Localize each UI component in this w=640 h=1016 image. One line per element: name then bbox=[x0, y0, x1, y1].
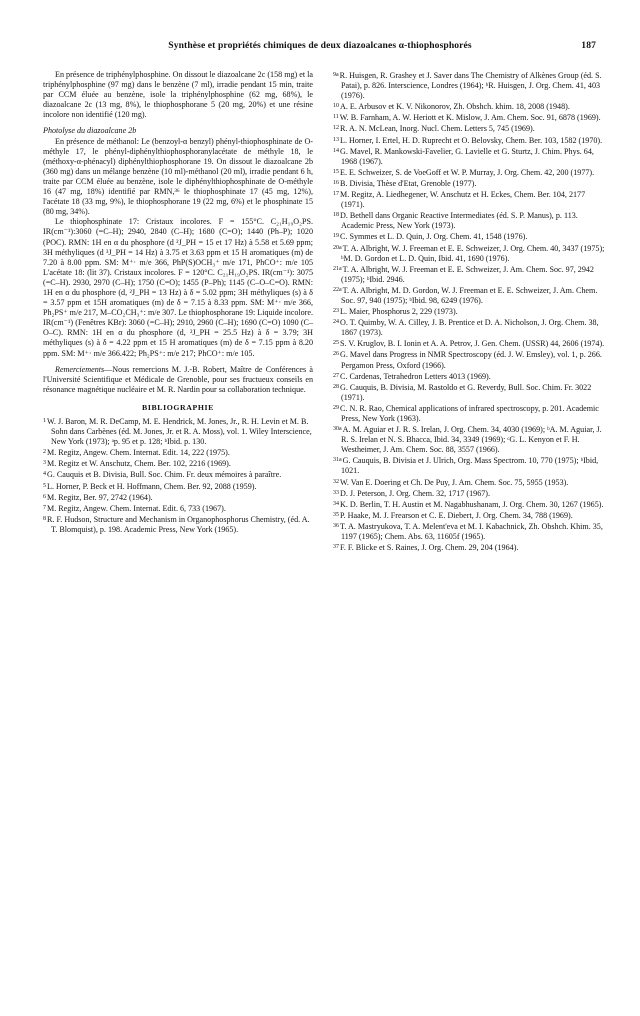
reference-text: T. A. Albright, M. D. Gordon, W. J. Freeman et E. E. Schweizer, J. Am. Chem. Soc. 97, 940 (1975); ᵇIbid. 98, 6249 (1976). bbox=[341, 285, 598, 305]
reference-entry bbox=[333, 510, 605, 521]
reference-entry bbox=[333, 264, 605, 285]
paragraph-methanol: En présence de méthanol: Le (benzoyl-α benzyl) phényl-thiophosphinate de O-méthyle 17, le phényl-diphénylthiophosphoranylacétate de méthyle 18, le (méthoxy-α-phénacyl) diphénylthiophosphorane 19. On dissout le diazoalcane 2b (360 mg) dans un mélange benzène (10 ml)-méthanol (20 ml), irradie pendant 6 h, traite par CCM éluée au benzène, isole le diphénylthiophosphinate de O-méthyle 16 (47 mg, 18%) identifié par RMN,³⁶ le thiophosphinate 17 (45 mg, 12%), l'acétate 18 (33 mg, 9%), le thiophosphorane 19 (22 mg, 6%) et le phosphinate 15 (80 mg, 34%). bbox=[43, 136, 313, 217]
right-column bbox=[333, 70, 605, 553]
reference-text: G. Cauquis, B. Divisia, M. Rastoldo et G. Reverdy, Bull. Soc. Chim. Fr. 3022 (1971). bbox=[340, 382, 592, 402]
acknowledgements-label: Remerciements bbox=[55, 364, 105, 374]
reference-number: 23 bbox=[333, 308, 339, 315]
reference-number: 37 bbox=[333, 544, 339, 551]
reference-number: 4 bbox=[43, 471, 46, 478]
reference-text: R. F. Hudson, Structure and Mechanism in Organophosphorus Chemistry, (éd. A. T. Blomquist), p. 198. Academic Press, New York (1965). bbox=[47, 514, 310, 534]
reference-text: M. Regitz, A. Liedhegener, W. Anschutz et H. Eckes, Chem. Ber. 104, 2177 (1971). bbox=[340, 190, 586, 210]
reference-text: R. Huisgen, R. Grashey et J. Saver dans The Chemistry of Alkènes Group (éd. S. Patai), p. 826. Interscience, Londres (1964); ᵇR. Huisgen, J. Org. Chem. 41, 403 (1976). bbox=[339, 71, 602, 101]
bibliography-heading: BIBLIOGRAPHIE bbox=[142, 402, 214, 412]
reference-text: T. A. Mastryukova, T. A. Melent'eva et M. I. Kabachnick, Zh. Obshch. Khim. 35, 1197 (1965); Chem. Abs. 63, 11605f (1965). bbox=[340, 521, 603, 542]
reference-text: W. B. Farnham, A. W. Heriott et K. Mislow, J. Am. Chem. Soc. 91, 6878 (1969). bbox=[339, 113, 601, 123]
reference-number: 24 bbox=[333, 319, 339, 326]
acknowledgements-text: —Nous remercions M. J.-B. Robert, Maître de Conférences à l'Université Scientifique et Médicale de Grenoble, pour ses fructueux conseils en résonance magnétique nucléaire et M. R. Nardin pour sa collaboration technique. bbox=[43, 364, 313, 394]
reference-text: C. Symmes et L. D. Quin, J. Org. Chem. 41, 1548 (1976). bbox=[340, 232, 528, 242]
reference-text: M. Regitz, Angew. Chem. Internat. Edit. 14, 222 (1975). bbox=[47, 448, 230, 458]
reference-text: G. Cauquis et B. Divisia, Bull. Soc. Chim. Fr. deux mémoires à paraître. bbox=[47, 470, 282, 480]
reference-number: 17 bbox=[333, 191, 339, 198]
reference-entry bbox=[333, 101, 605, 112]
reference-number: 22a bbox=[333, 286, 342, 293]
reference-text: C. N. R. Rao, Chemical applications of infrared spectroscopy, p. 201. Academic Press, New York (1963). bbox=[340, 403, 599, 423]
reference-text: G. Cauquis, B. Divisia et J. Ulrich, Org. Mass Spectrom. 10, 770 (1975); ᵇIbid, 1021. bbox=[341, 456, 599, 476]
reference-entry bbox=[333, 167, 605, 178]
reference-number: 2 bbox=[43, 449, 46, 456]
reference-entry bbox=[333, 189, 605, 210]
page-number: 187 bbox=[581, 40, 596, 51]
reference-entry bbox=[333, 112, 605, 123]
reference-number: 20a bbox=[333, 244, 342, 251]
reference-entry bbox=[333, 123, 605, 134]
reference-number: 1 bbox=[43, 418, 46, 424]
reference-entry bbox=[333, 285, 605, 306]
reference-entry bbox=[333, 243, 605, 264]
reference-number: 19 bbox=[333, 233, 339, 240]
reference-number: 27 bbox=[333, 372, 339, 379]
reference-text: W. Van E. Doering et Ch. De Puy, J. Am. Chem. Soc. 75, 5955 (1953). bbox=[340, 477, 569, 487]
reference-text: K. D. Berlin, T. H. Austin et M. Nagabhushanam, J. Org. Chem. 30, 1267 (1965). bbox=[340, 499, 604, 509]
reference-number: 13 bbox=[333, 136, 339, 143]
reference-entry bbox=[43, 416, 313, 447]
reference-text: A. E. Arbusov et K. V. Nikonorov, Zh. Obshch. khim. 18, 2008 (1948). bbox=[340, 102, 570, 112]
reference-text: C. Cardenas, Tetrahedron Letters 4013 (1969). bbox=[340, 371, 491, 381]
reference-entry bbox=[333, 455, 605, 476]
reference-text: G. Mavel dans Progress in NMR Spectroscopy (éd. J. W. Emsley), vol. 1, p. 266. Pergamon Press, Oxford (1966). bbox=[340, 350, 602, 370]
reference-entry bbox=[333, 146, 605, 167]
reference-number: 25 bbox=[333, 340, 339, 347]
reference-number: 5 bbox=[43, 482, 46, 489]
reference-number: 30a bbox=[333, 426, 342, 433]
reference-entry bbox=[43, 514, 313, 535]
reference-number: 33 bbox=[333, 489, 339, 496]
reference-text: M. Regitz, Angew. Chem. Internat. Edit. 6, 733 (1967). bbox=[47, 503, 226, 513]
reference-number: 9a bbox=[333, 72, 339, 78]
reference-number: 7 bbox=[43, 504, 46, 511]
reference-text: S. V. Kruglov, B. I. Ionin et A. A. Petrov, J. Gen. Chem. (USSR) 44, 2606 (1974). bbox=[340, 339, 605, 349]
reference-number: 14 bbox=[333, 147, 339, 154]
reference-number: 12 bbox=[333, 125, 339, 132]
running-title: Synthèse et propriétés chimiques de deux diazoalcanes α-thiophosphorés bbox=[168, 40, 472, 51]
reference-entry bbox=[333, 70, 605, 101]
reference-text: D. Bethell dans Organic Reactive Intermediates (éd. S. P. Manus), p. 113. Academic Press, New York (1973). bbox=[340, 211, 578, 231]
reference-entry bbox=[333, 521, 605, 542]
reference-entry bbox=[333, 178, 605, 189]
reference-entry bbox=[43, 481, 313, 492]
reference-text: G. Mavel, R. Mankowski-Favelier, G. Lavielle et G. Sturtz, J. Chim. Phys. 64, 1968 (1967). bbox=[340, 146, 594, 166]
reference-entry bbox=[333, 349, 605, 370]
reference-entry bbox=[333, 382, 605, 403]
reference-entry bbox=[333, 317, 605, 338]
reference-number: 26 bbox=[333, 351, 339, 358]
reference-entry bbox=[333, 210, 605, 231]
reference-number: 32 bbox=[333, 478, 339, 485]
reference-entry bbox=[333, 477, 605, 488]
running-head bbox=[36, 40, 604, 54]
reference-entry bbox=[333, 371, 605, 382]
reference-number: 8 bbox=[43, 515, 46, 522]
reference-text: L. Horner, P. Beck et H. Hoffmann, Chem. Ber. 92, 2088 (1959). bbox=[47, 481, 257, 491]
reference-text: T. A. Albright, W. J. Freeman et E. E. Schweizer, J. Am. Chem. Soc. 97, 2942 (1975); ᵇIbid. 2946. bbox=[341, 264, 594, 284]
reference-number: 10 bbox=[333, 103, 339, 110]
reference-number: 35 bbox=[333, 511, 339, 518]
reference-entry bbox=[333, 424, 605, 455]
reference-number: 15 bbox=[333, 168, 339, 175]
reference-entry bbox=[333, 338, 605, 349]
reference-number: 34 bbox=[333, 500, 339, 507]
reference-entry bbox=[333, 488, 605, 499]
reference-text: M. Regitz, Ber. 97, 2742 (1964). bbox=[47, 492, 153, 502]
reference-entry bbox=[333, 135, 605, 146]
reference-entry bbox=[43, 492, 313, 503]
reference-entry bbox=[43, 503, 313, 514]
reference-number: 21a bbox=[333, 265, 342, 272]
reference-list-right bbox=[333, 70, 605, 553]
acknowledgements bbox=[43, 365, 313, 395]
reference-entry bbox=[43, 447, 313, 458]
reference-text: L. Horner, I. Ertel, H. D. Ruprecht et O. Belovsky, Chem. Ber. 103, 1582 (1970). bbox=[340, 135, 603, 145]
section-heading-photolyse: Photolyse du diazoalcane 2b bbox=[43, 126, 137, 136]
reference-number: 16 bbox=[333, 179, 339, 186]
reference-entry bbox=[43, 458, 313, 469]
reference-text: T. A. Albright, W. J. Freeman et E. E. Schweizer, J. Org. Chem. 40, 3437 (1975); ᵇM. D. Gordon et L. D. Quin, Ibid. 41, 1690 (1976). bbox=[341, 243, 605, 263]
reference-text: R. A. N. McLean, Inorg. Nucl. Chem. Letters 5, 745 (1969). bbox=[340, 124, 535, 134]
reference-number: 36 bbox=[333, 522, 339, 529]
reference-entry bbox=[333, 499, 605, 510]
reference-number: 3 bbox=[43, 460, 46, 467]
paragraph-triphenylphosphine: En présence de triphénylphosphine. On dissout le diazoalcane 2c (158 mg) et la triphénylphosphine (97 mg) dans le benzène (7 ml), irradie pendant 15 min, traite par CCM éluée au benzène, isole la triphénylphosphine (62 mg, 68%), le diazoalcane 2c (13 mg, 8%), le thiophosphorane 5 (20 mg, 20%) et une résine incolore non identifié (120 mg). bbox=[43, 70, 313, 120]
reference-text: O. T. Quimby, W. A. Cilley, J. B. Prentice et D. A. Nicholson, J. Org. Chem. 38, 1867 (1973). bbox=[340, 318, 599, 338]
paragraph-characterization: Le thiophosphinate 17: Cristaux incolores. F = 155°C. C₂₁H₁₉O₂PS. IR(cm⁻¹):3060 (=C–H); 2940, 2840 (C–H); 1680 (C=O); 1440 (Ph–P); 1020 (POC). RMN: 1H en α du phosphore (d ²J_PH = 15 et 17 Hz) à 5.58 et 5.69 ppm; 3H méthyliques (d ³J_PH = 14 Hz) à 3.75 et 3.63 ppm et 15 H aromatiques (m) de 7.20 à 8.00 ppm. SM: M⁺· m/e 366, PhP(S)OCH₃⁺ m/e 171, PhCO⁺: m/e 105 L'acétate 18: (lit 37). Cristaux incolores. F = 120°C. C₂₁H₁₉O₂PS. IR(cm⁻¹): 3075 (=C–H). 2930, 2970 (C–H); 1750 (C=O); 1455 (P–Ph); 1145 (C–O–C=O). RMN: 1H en α du phosphore (d, ²J_PH = 13 Hz) à δ = 5.02 ppm; 3H méthyliques (s) à δ = 3.57 ppm et 15H aromatiques (m) de δ = 7.15 à 8.33 ppm. SM: M⁺· m/e 366, Ph₂PS⁺ m/e 217, M–CO₂CH₃⁺: m/e 307. Le thiophosphorane 19: Liquide incolore. IR(cm⁻¹) (Fenêtres KBr): 3060 (=C–H); 2910, 2960 (C–H); 1690 (C=O) 1090 (C–O–C). RMN: 1H en α du phosphore (d, ²J_PH = 25.5 Hz) à δ = 3.79; 3H méthyliques (s) à δ = 4.22 ppm et 15 H aromatiques (m) de δ = 7.15 ppm à 8.20 ppm. SM: M⁺· m/e 366.422; Ph₂PS⁺: m/e 217; PhCO⁺: m/e 105. bbox=[43, 217, 313, 358]
reference-entry bbox=[333, 231, 605, 242]
reference-entry bbox=[333, 306, 605, 317]
reference-text: E. E. Schweizer, S. de VoeGoff et W. P. Murray, J. Org. Chem. 42, 200 (1977). bbox=[340, 167, 595, 177]
reference-text: P. Haake, M. J. Frearson et C. E. Diebert, J. Org. Chem. 34, 788 (1969). bbox=[340, 510, 573, 520]
reference-entry bbox=[333, 403, 605, 424]
reference-list-left bbox=[43, 416, 313, 535]
reference-text: B. Divisia, Thèse d'Etat, Grenoble (1977). bbox=[340, 178, 477, 188]
reference-text: D. J. Peterson, J. Org. Chem. 32, 1717 (1967). bbox=[340, 488, 491, 498]
reference-number: 6 bbox=[43, 493, 46, 500]
left-column bbox=[43, 70, 313, 535]
reference-entry bbox=[43, 469, 313, 480]
reference-text: M. Regitz et W. Anschutz, Chem. Ber. 102, 2216 (1969). bbox=[47, 459, 231, 469]
reference-number: 31a bbox=[333, 457, 342, 464]
reference-number: 28 bbox=[333, 383, 339, 390]
reference-number: 18 bbox=[333, 212, 339, 219]
reference-text: L. Maier, Phosphorus 2, 229 (1973). bbox=[340, 307, 458, 317]
reference-text: A. M. Aguiar et J. R. S. Irelan, J. Org. Chem. 34, 4030 (1969); ᵇA. M. Aguiar, J. R. S. Irelan et N. S. Bhacca, Ibid. 34, 3349 (1969); ᶜG. L. Kenyon et F. H. Westheimer, J. Am. Chem. Soc. 88, 3557 (1966). bbox=[341, 425, 602, 455]
reference-number: 29 bbox=[333, 404, 339, 411]
reference-number: 11 bbox=[333, 114, 339, 121]
reference-text: W. J. Baron, M. R. DeCamp, M. E. Hendrick, M. Jones, Jr., R. H. Levin et M. B. Sohn dans Carbènes (éd. M. Jones, Jr. et R. A. Moss), vol. 1. Wiley Interscience, New York (1973); ᵃp. 95 et p. 128; ᵇIbid. p. 130. bbox=[47, 417, 312, 447]
reference-entry bbox=[333, 542, 605, 553]
reference-text: F. F. Blicke et S. Raines, J. Org. Chem. 29, 204 (1964). bbox=[340, 543, 519, 553]
